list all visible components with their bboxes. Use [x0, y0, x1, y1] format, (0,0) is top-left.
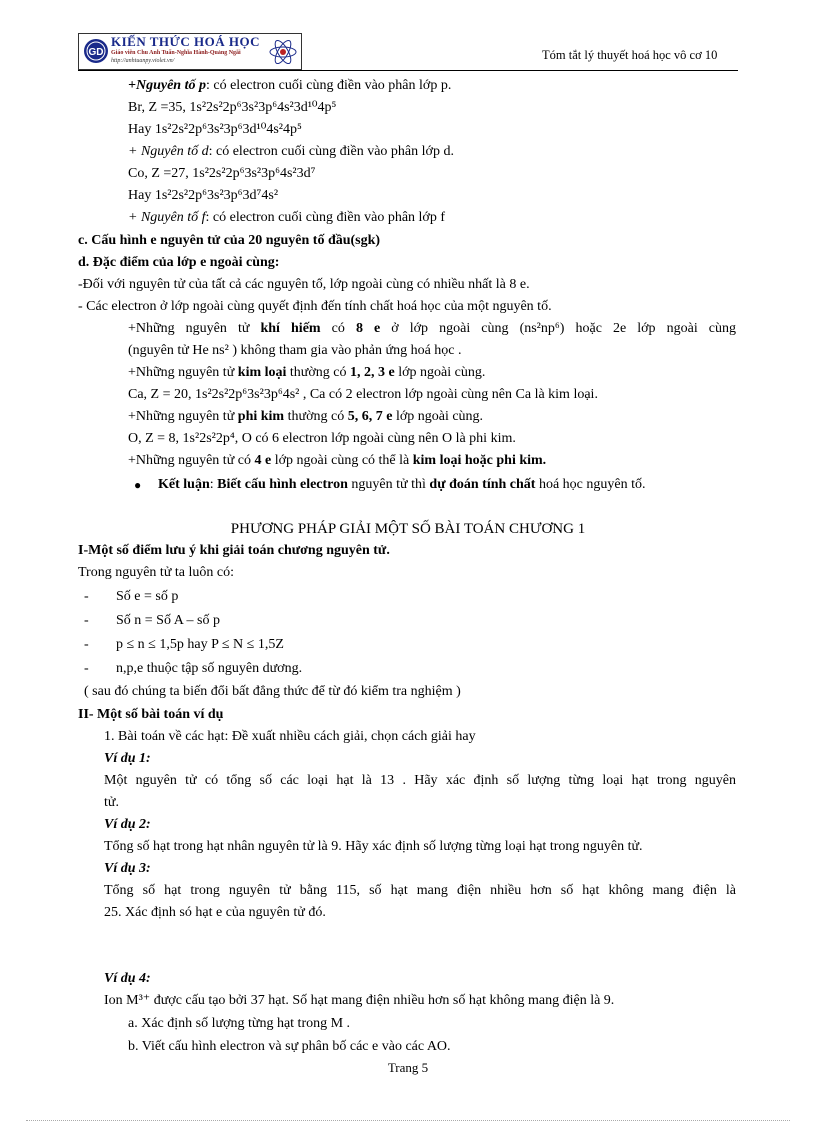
- methods-title: PHƯƠNG PHÁP GIẢI MỘT SỐ BÀI TOÁN CHƯƠNG 1: [230, 521, 586, 537]
- br-config-alt: Hay 1s²2s²2p⁶3s²3p⁶3d¹⁰4s²4p⁵: [128, 122, 302, 137]
- bullet-icon: ●: [134, 478, 142, 492]
- ca-example: Ca, Z = 20, 1s²2s²2p⁶3s²3p⁶4s² , Ca có 2 electron lớp ngoài cùng nên Ca là kim loại.: [128, 387, 598, 402]
- part1-heading: I-Một số điểm lưu ý khi giải toán chương nguyên tử.: [78, 543, 390, 558]
- noble-gas-line-2: (nguyên tử He ns² ) không tham gia vào phản ứng hoá học .: [128, 343, 462, 358]
- header-logo: [78, 33, 302, 70]
- co-config-alt: Hay 1s²2s²2p⁶3s²3p⁶3d⁷4s²: [128, 188, 279, 203]
- page-number: Trang 5: [387, 1060, 429, 1075]
- example-3-label: Ví dụ 3:: [104, 861, 151, 876]
- page-edge-divider: [26, 1120, 790, 1121]
- section-d-heading: d. Đặc điểm của lớp e ngoài cùng:: [78, 255, 280, 270]
- subsection-1: 1. Bài toán về các hạt: Đề xuất nhiều cách giải, chọn cách giải hay: [104, 729, 476, 744]
- part2-heading: II- Một số bài toán ví dụ: [78, 707, 224, 722]
- noble-gas-line: +Những nguyên tử khí hiếm có 8 e ở lớp ngoài cùng (ns²np⁶) hoặc 2e lớp ngoài cùng: [128, 321, 736, 336]
- four-electron-line: +Những nguyên tử có 4 e lớp ngoài cùng có thể là kim loại hoặc phi kim.: [128, 453, 547, 468]
- example-1-text-2: tử.: [104, 795, 119, 810]
- list-item: - Số n = Số A – số p: [84, 613, 220, 628]
- logo-url: http://anhtuanpy.violet.vn/: [111, 58, 175, 64]
- metal-line: +Những nguyên tử kim loại thường có 1, 2, 3 e lớp ngoài cùng.: [128, 365, 486, 380]
- example-4-text: Ion M³⁺ được cấu tạo bởi 37 hạt. Số hạt mang điện nhiều hơn số hạt không mang điện là 9.: [104, 993, 615, 1008]
- part1-intro: Trong nguyên tử ta luôn có:: [78, 565, 235, 580]
- logo-title: KIẾN THỨC HOÁ HỌC: [111, 34, 260, 49]
- example-2-text: Tổng số hạt trong hạt nhân nguyên tử là 9. Hãy xác định số lượng từng loại hạt trong nguyên tử.: [104, 839, 643, 854]
- example-4-label: Ví dụ 4:: [104, 971, 151, 986]
- list-item: - n,p,e thuộc tập số nguyên dương.: [84, 661, 303, 676]
- outer-shell-role: - Các electron ở lớp ngoài cùng quyết định đến tính chất hoá học của một nguyên tố.: [78, 299, 552, 314]
- co-config: Co, Z =27, 1s²2s²2p⁶3s²3p⁶4s²3d⁷: [128, 166, 316, 181]
- o-example: O, Z = 8, 1s²2s²2p⁴, O có 6 electron lớp ngoài cùng nên O là phi kim.: [128, 431, 516, 446]
- example-1-label: Ví dụ 1:: [104, 751, 151, 766]
- outer-shell-rule: -Đối với nguyên tử của tất cả các nguyên tố, lớp ngoài cùng có nhiều nhất là 8 e.: [78, 277, 530, 292]
- p-element-line: +Nguyên tố p: có electron cuối cùng điền vào phân lớp p.: [128, 78, 452, 93]
- nonmetal-line: +Những nguyên tử phi kim thường có 5, 6, 7 e lớp ngoài cùng.: [128, 409, 484, 424]
- list-item: - Số e = số p: [84, 589, 179, 604]
- example-3-text: Tổng số hạt trong nguyên tử bằng 115, số hạt mang điện nhiều hơn số hạt không mang điện là: [104, 883, 736, 898]
- part1-note: ( sau đó chúng ta biến đổi bất đẳng thức để từ đó kiểm tra nghiệm ): [84, 684, 461, 699]
- section-c-heading: c. Cấu hình e nguyên tử của 20 nguyên tố đầu(sgk): [78, 233, 381, 248]
- logo-subtitle: Giáo viên Chu Anh Tuấn-Nghĩa Hành-Quảng Ngãi: [111, 50, 241, 56]
- f-element-line: + Nguyên tố f: có electron cuối cùng điền vào phân lớp f: [128, 210, 445, 225]
- example-3-text-2: 25. Xác định só hạt e của nguyên tử đó.: [104, 905, 326, 920]
- d-element-line: + Nguyên tố d: có electron cuối cùng điền vào phân lớp d.: [128, 144, 454, 159]
- example-4-part-b: b. Viết cấu hình electron và sự phân bố các e vào các AO.: [128, 1039, 451, 1054]
- list-item: - p ≤ n ≤ 1,5p hay P ≤ N ≤ 1,5Z: [84, 637, 284, 652]
- gd-seal-icon: [83, 38, 109, 64]
- example-1-text: Một nguyên tử có tổng số các loại hạt là 13 . Hãy xác định số lượng từng loại hạt trong nguyên: [104, 773, 736, 788]
- example-2-label: Ví dụ 2:: [104, 817, 151, 832]
- logo-mark: GD: [88, 47, 104, 58]
- example-4-part-a: a. Xác định số lượng từng hạt trong M .: [128, 1016, 351, 1031]
- br-config: Br, Z =35, 1s²2s²2p⁶3s²3p⁶4s²3d¹⁰4p⁵: [128, 100, 337, 115]
- header-divider: [78, 70, 738, 71]
- conclusion-line: Kết luận: Biết cấu hình electron nguyên tử thì dự đoán tính chất hoá học nguyên tố.: [158, 477, 646, 492]
- atom-icon: [268, 36, 298, 68]
- doc-title: Tóm tắt lý thuyết hoá học vô cơ 10: [542, 48, 718, 62]
